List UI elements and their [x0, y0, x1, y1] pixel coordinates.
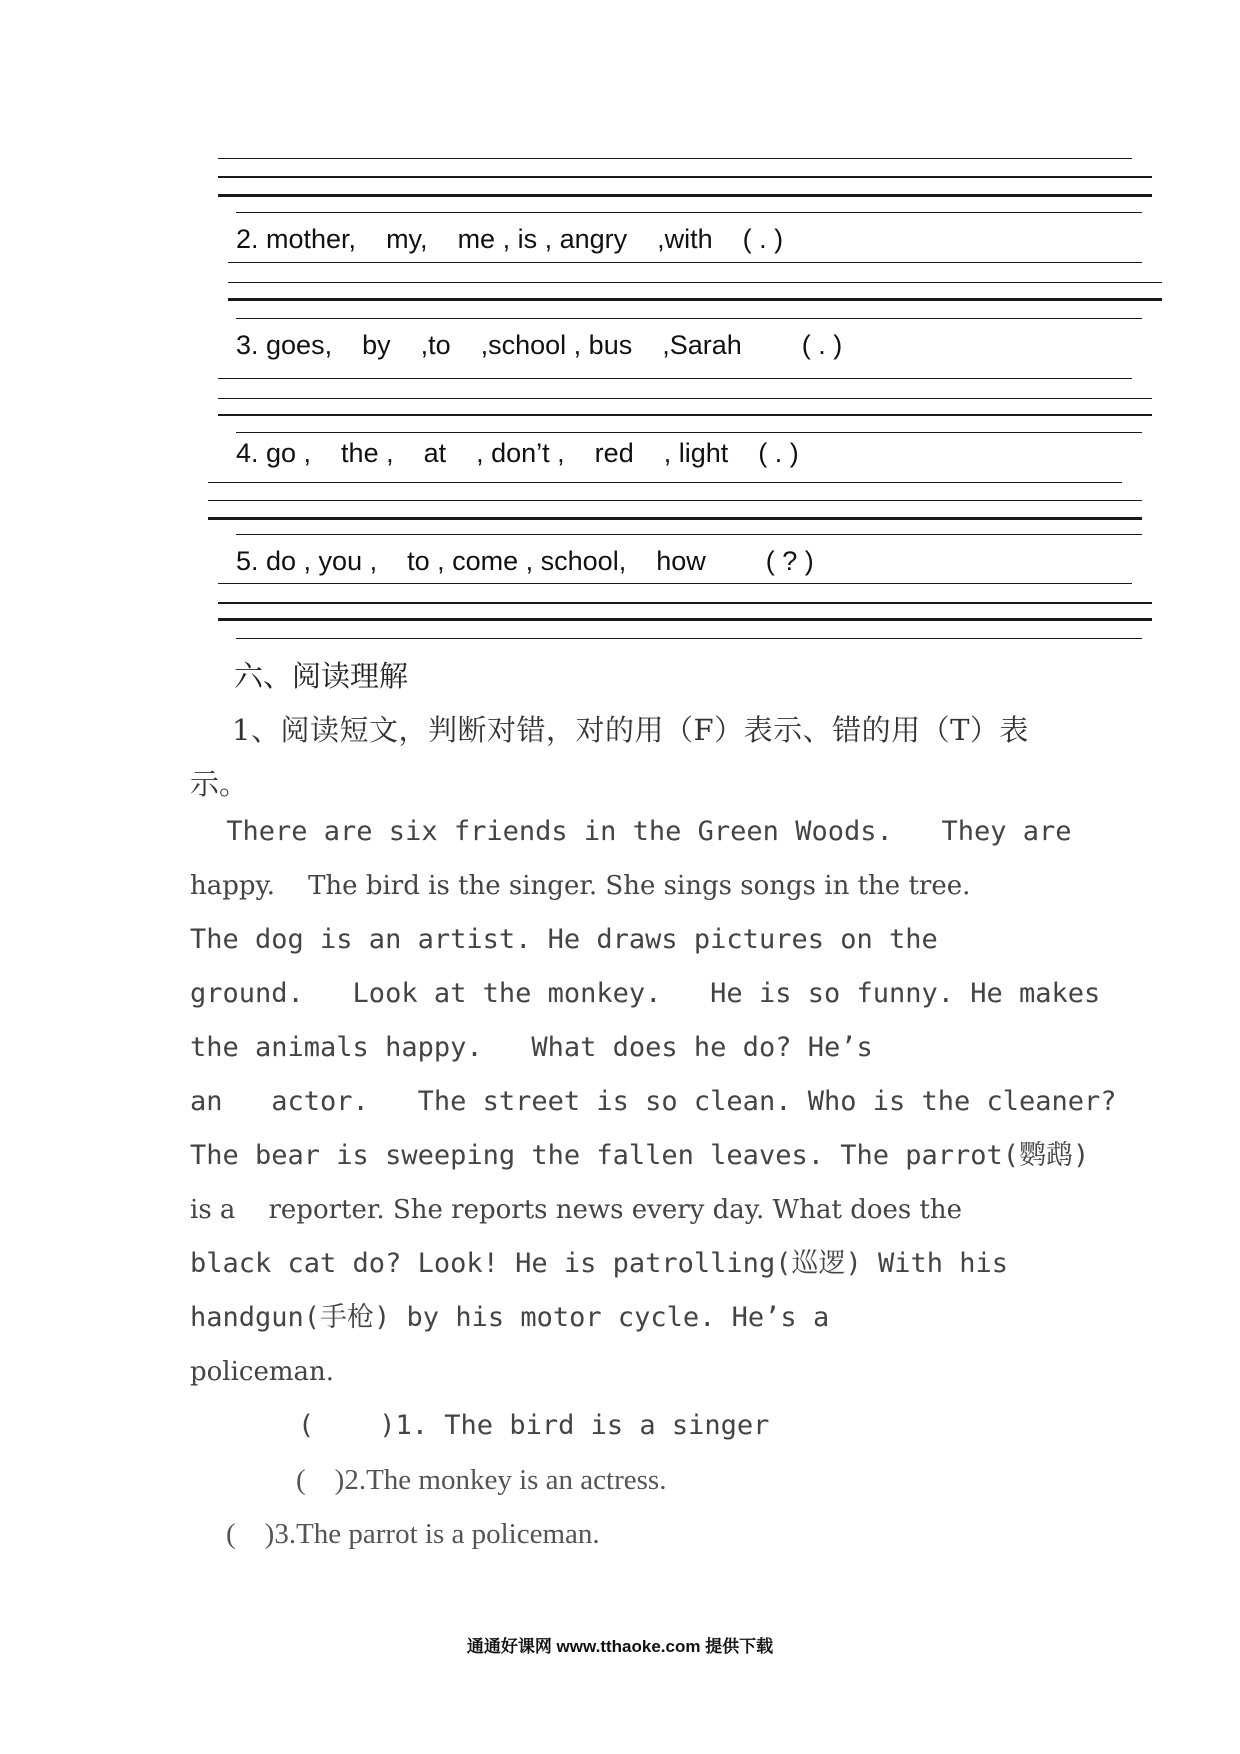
question-2: 2. mother, my, me , is , angry ,with ( . ) [236, 224, 784, 254]
passage-line: The bear is sweeping the fallen leaves. The parrot(鹦鹉) [190, 1140, 1090, 1171]
passage-line: The dog is an artist. He draws pictures on the [190, 924, 938, 955]
passage-line: black cat do? Look! He is patrolling(巡逻) With his [190, 1248, 1009, 1279]
passage-line: ground. Look at the monkey. He is so funny. He makes [190, 978, 1101, 1009]
answer-line [228, 298, 1162, 301]
passage-line: an actor. The street is so clean. Who is the cleaner? [190, 1086, 1117, 1117]
answer-line [208, 500, 1142, 501]
answer-line [218, 194, 1152, 197]
instruction: 1、阅读短文，判断对错，对的用（F）表示、错的用（T）表 [232, 713, 1029, 747]
answer-line [218, 378, 1132, 379]
answer-line [236, 212, 1142, 213]
answer-line [218, 414, 1152, 416]
answer-line [218, 602, 1152, 604]
passage-line: happy. The bird is the singer. She sings songs in the tree. [190, 871, 971, 901]
answer-line [218, 618, 1152, 621]
answer-line [208, 482, 1122, 483]
footer-credit: 通通好课网 www.tthaoke.com 提供下载 [466, 1637, 774, 1656]
answer-line [228, 282, 1162, 283]
question-3: 3. goes, by ,to ,school , bus ,Sarah ( . ) [236, 330, 843, 360]
answer-line [218, 398, 1152, 399]
tf-item-3: ( )3.The parrot is a policeman. [226, 1518, 600, 1550]
question-5: 5. do , you , to , come , school, how ( ? ) [236, 546, 814, 576]
section-title: 六、阅读理解 [234, 659, 409, 693]
answer-line [236, 318, 1142, 319]
passage-line: There are six friends in the Green Woods. They are [210, 816, 1072, 847]
tf-item-1: ( )1. The bird is a singer [298, 1410, 770, 1441]
answer-line [236, 534, 1142, 535]
answer-line [218, 583, 1132, 584]
passage-line: handgun(手枪) by his motor cycle. He’s a [190, 1302, 830, 1333]
answer-line [218, 158, 1132, 159]
answer-line [236, 432, 1142, 433]
answer-line [228, 262, 1142, 263]
answer-line [208, 517, 1142, 520]
question-4: 4. go , the , at , don’t , red , light ( . ) [236, 438, 799, 468]
passage-line: the animals happy. What does he do? He’s [190, 1032, 873, 1063]
tf-item-2: ( )2.The monkey is an actress. [296, 1464, 667, 1496]
answer-line [236, 638, 1142, 639]
instruction-continued: 示。 [190, 767, 249, 801]
passage-line: policeman. [190, 1357, 335, 1387]
answer-line [218, 176, 1152, 178]
passage-line: is a reporter. She reports news every day. What does the [190, 1195, 963, 1225]
